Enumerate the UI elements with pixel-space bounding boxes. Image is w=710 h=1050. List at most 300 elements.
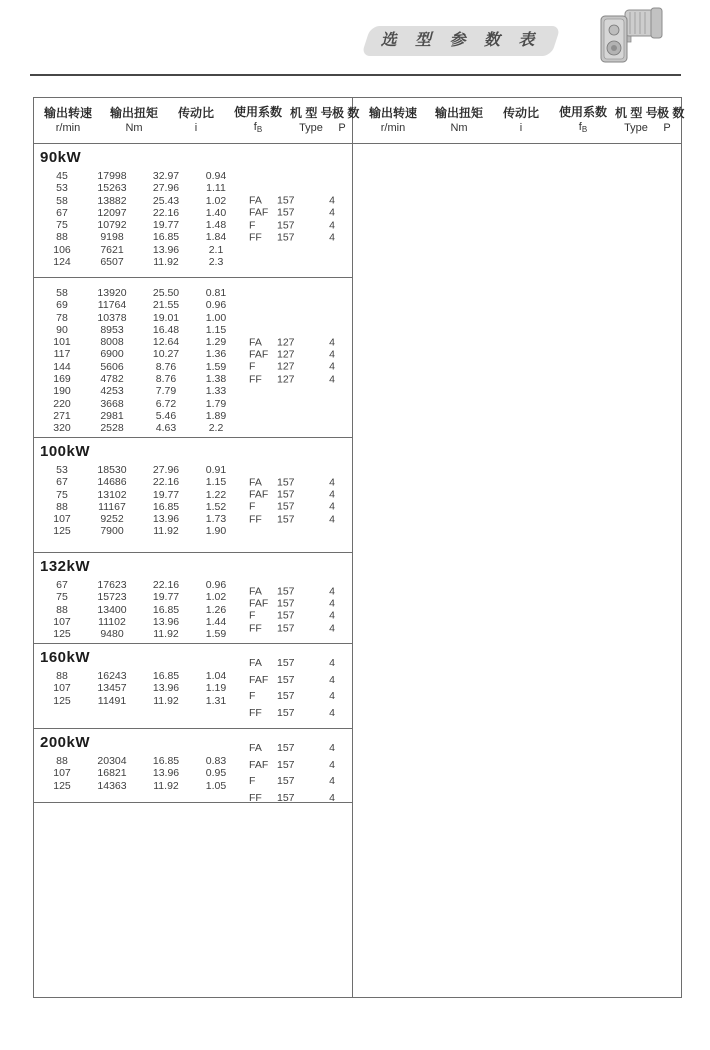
ratio-cell: 13.96	[152, 243, 180, 256]
section-title: 160kW	[40, 649, 91, 666]
model-cell: FAF	[249, 488, 269, 501]
torque-cell: 2528	[100, 422, 124, 435]
poles-cell: 4	[329, 622, 335, 635]
model-cell: FAF	[249, 597, 269, 610]
poles-cell: 4	[329, 219, 335, 232]
ratio-cell: 16.48	[152, 323, 180, 336]
size-cell: 157	[277, 488, 295, 501]
model-cell: F	[249, 690, 256, 703]
size-cell: 127	[277, 360, 295, 373]
parameter-tables	[33, 97, 685, 998]
speed-cell: 67	[56, 579, 68, 591]
size-cell: 157	[277, 206, 295, 219]
data-rows	[34, 670, 234, 707]
type-row	[249, 610, 338, 622]
section-content	[34, 170, 352, 268]
torque-cell: 11102	[98, 615, 126, 628]
model-cell: FA	[249, 336, 262, 349]
speed-cell: 144	[53, 360, 71, 373]
speed-cell: 45	[56, 170, 68, 182]
speed-cell: 190	[53, 385, 71, 398]
size-cell: 157	[277, 597, 295, 610]
type-row	[249, 476, 338, 488]
factor-cell: 1.31	[205, 694, 227, 707]
table-row	[34, 501, 234, 513]
poles-cell: 4	[329, 609, 335, 622]
factor-cell: 2.3	[208, 256, 224, 269]
torque-cell: 10378	[97, 311, 127, 324]
col-header-torque	[427, 106, 491, 135]
size-cell: 157	[277, 775, 295, 788]
speed-cell: 58	[56, 287, 68, 299]
table-row	[34, 579, 234, 591]
col-header-poles-en: P	[338, 122, 346, 134]
speed-cell: 106	[53, 243, 71, 256]
table-row	[34, 422, 234, 434]
section-title: 100kW	[40, 443, 91, 460]
col-header-ratio	[491, 106, 551, 135]
speed-cell: 125	[53, 525, 71, 538]
poles-cell: 4	[329, 690, 335, 703]
page-title: 选 型 参 数 表	[380, 32, 542, 49]
type-row	[249, 672, 338, 689]
table-row	[34, 398, 234, 410]
col-header-factor	[551, 105, 615, 137]
section-90kw-157	[34, 144, 352, 278]
model-cell: FA	[249, 742, 262, 755]
torque-cell: 15723	[97, 591, 127, 604]
table-row	[34, 410, 234, 422]
col-header-factor-cn: 使用系数	[558, 104, 607, 119]
section-content	[34, 287, 352, 435]
factor-cell: 1.33	[205, 385, 227, 398]
col-header-poles-cn: 极 数	[657, 106, 685, 120]
ratio-cell: 4.63	[155, 422, 177, 435]
col-header-type	[615, 106, 657, 135]
type-row	[249, 336, 338, 348]
speed-cell: 88	[56, 755, 68, 767]
col-header-ratio-en: i	[519, 122, 523, 134]
ratio-cell: 11.92	[153, 779, 179, 792]
ratio-cell: 22.16	[152, 476, 180, 489]
torque-cell: 13400	[97, 603, 127, 616]
torque-cell: 6900	[100, 348, 124, 361]
speed-cell: 90	[56, 323, 68, 336]
ratio-cell: 11.92	[153, 628, 179, 641]
ratio-cell: 11.92	[153, 256, 179, 269]
header-divider	[30, 74, 681, 76]
poles-cell: 4	[329, 791, 335, 804]
type-row	[249, 231, 338, 243]
speed-cell: 78	[56, 311, 68, 324]
speed-cell: 107	[53, 682, 71, 695]
section-title: 90kW	[40, 149, 82, 166]
size-cell: 157	[277, 706, 295, 719]
factor-cell: 1.29	[205, 336, 227, 349]
table-row	[34, 244, 234, 256]
table-row	[34, 312, 234, 324]
torque-cell: 11167	[98, 500, 126, 513]
table-row	[34, 324, 234, 336]
torque-cell: 17998	[97, 170, 127, 182]
speed-cell: 125	[53, 694, 71, 707]
torque-cell: 16243	[97, 670, 127, 682]
col-header-torque-cn: 输出扭矩	[434, 106, 483, 120]
col-header-speed	[359, 106, 427, 135]
column-header-row	[353, 98, 685, 144]
speed-cell: 107	[53, 615, 71, 628]
parameter-table-left	[34, 98, 360, 997]
table-row	[34, 373, 234, 385]
section-200kw	[34, 729, 352, 803]
col-header-poles	[332, 106, 360, 135]
gear-motor-image	[593, 4, 665, 68]
speed-cell: 107	[53, 513, 71, 526]
torque-cell: 17623	[97, 579, 127, 591]
col-header-factor-en: fB	[253, 120, 263, 134]
factor-cell: 1.84	[205, 231, 227, 244]
torque-cell: 9480	[100, 628, 124, 641]
table-row	[34, 336, 234, 348]
section-132kw	[34, 553, 352, 644]
col-header-torque-en: Nm	[125, 122, 143, 134]
torque-cell: 2981	[100, 409, 124, 422]
table-row	[34, 670, 234, 682]
torque-cell: 5606	[100, 360, 124, 373]
col-header-ratio	[166, 106, 226, 135]
col-header-speed	[34, 106, 102, 135]
table-row	[34, 256, 234, 268]
factor-cell: 1.90	[205, 525, 227, 538]
col-header-type-en: Type	[624, 122, 648, 134]
factor-cell: 1.02	[205, 194, 227, 207]
speed-cell: 75	[56, 591, 68, 604]
col-header-ratio-cn: 传动比	[502, 106, 539, 120]
factor-cell: 1.00	[205, 311, 227, 324]
table-row	[34, 604, 234, 616]
col-header-poles-en: P	[663, 122, 671, 134]
section-content	[34, 464, 352, 538]
factor-cell: 1.04	[205, 670, 227, 682]
poles-cell: 4	[329, 476, 335, 489]
model-cell: FF	[249, 231, 262, 244]
torque-cell: 6507	[100, 256, 124, 269]
page-title-banner	[361, 26, 561, 56]
type-row	[249, 597, 338, 609]
col-header-speed-cn: 输出转速	[43, 106, 92, 120]
speed-cell: 75	[56, 488, 68, 501]
type-row	[249, 219, 338, 231]
size-cell: 157	[277, 742, 295, 755]
col-header-ratio-cn: 传动比	[177, 106, 214, 120]
model-cell: FA	[249, 657, 262, 670]
torque-cell: 9252	[100, 513, 124, 526]
type-column	[249, 195, 338, 244]
ratio-cell: 8.76	[155, 360, 177, 373]
data-rows	[34, 579, 234, 640]
model-cell: FF	[249, 513, 262, 526]
table-row	[34, 476, 234, 488]
factor-cell: 1.15	[205, 476, 227, 489]
size-cell: 127	[277, 348, 295, 361]
factor-cell: 0.81	[205, 287, 227, 299]
model-cell: FA	[249, 194, 262, 207]
size-cell: 157	[277, 194, 295, 207]
speed-cell: 124	[53, 256, 71, 269]
table-row	[34, 513, 234, 525]
col-header-type-cn: 机 型 号	[615, 106, 658, 120]
model-cell: F	[249, 500, 256, 513]
type-row	[249, 757, 338, 774]
speed-cell: 320	[53, 422, 71, 435]
poles-cell: 4	[329, 206, 335, 219]
col-header-speed-cn: 输出转速	[368, 106, 417, 120]
torque-cell: 20304	[97, 755, 127, 767]
section-title: 132kW	[40, 558, 91, 575]
table-row	[34, 287, 234, 299]
size-cell: 157	[277, 219, 295, 232]
speed-cell: 69	[56, 299, 68, 312]
ratio-cell: 16.85	[152, 500, 180, 513]
ratio-cell: 27.96	[152, 464, 180, 476]
type-column	[249, 740, 338, 806]
size-cell: 157	[277, 622, 295, 635]
table-row	[34, 489, 234, 501]
size-cell: 157	[277, 791, 295, 804]
model-cell: FAF	[249, 348, 269, 361]
speed-cell: 125	[53, 779, 71, 792]
ratio-cell: 19.77	[152, 488, 180, 501]
factor-cell: 1.89	[205, 409, 227, 422]
poles-cell: 4	[329, 775, 335, 788]
factor-cell: 0.91	[205, 464, 227, 476]
table-row	[34, 348, 234, 360]
speed-cell: 67	[56, 206, 68, 219]
size-cell: 157	[277, 231, 295, 244]
size-cell: 157	[277, 500, 295, 513]
col-header-poles-cn: 极 数	[332, 106, 360, 120]
size-cell: 157	[277, 657, 295, 670]
factor-cell: 2.2	[208, 422, 224, 435]
type-row	[249, 705, 338, 722]
table-row	[34, 182, 234, 194]
model-cell: FF	[249, 706, 262, 719]
type-row	[249, 513, 338, 525]
data-rows	[34, 287, 234, 435]
model-cell: FAF	[249, 206, 269, 219]
poles-cell: 4	[329, 673, 335, 686]
table-row	[34, 464, 234, 476]
poles-cell: 4	[329, 336, 335, 349]
model-cell: FF	[249, 373, 262, 386]
factor-cell: 1.40	[205, 206, 227, 219]
size-cell: 127	[277, 336, 295, 349]
ratio-cell: 27.96	[152, 182, 180, 195]
ratio-cell: 16.85	[152, 755, 180, 767]
factor-cell: 1.44	[205, 615, 227, 628]
factor-cell: 1.26	[205, 603, 227, 616]
col-header-speed-en: r/min	[55, 122, 81, 134]
torque-cell: 4782	[100, 373, 124, 386]
torque-cell: 8953	[100, 323, 124, 336]
poles-cell: 4	[329, 360, 335, 373]
model-cell: F	[249, 219, 256, 232]
torque-cell: 3668	[100, 397, 124, 410]
model-cell: F	[249, 360, 256, 373]
speed-cell: 88	[56, 231, 68, 244]
table-row	[34, 207, 234, 219]
factor-cell: 1.38	[205, 373, 227, 386]
table-row	[34, 780, 234, 792]
torque-cell: 4253	[100, 385, 124, 398]
data-rows	[34, 464, 234, 538]
table-row	[34, 525, 234, 537]
factor-cell: 1.36	[205, 348, 227, 361]
factor-cell: 1.19	[205, 682, 227, 695]
factor-cell: 1.05	[205, 779, 227, 792]
poles-cell: 4	[329, 758, 335, 771]
speed-cell: 75	[56, 219, 68, 232]
table-row	[34, 616, 234, 628]
type-row	[249, 373, 338, 385]
model-cell: FA	[249, 585, 262, 598]
poles-cell: 4	[329, 585, 335, 598]
speed-cell: 169	[53, 373, 71, 386]
col-header-ratio-en: i	[194, 122, 198, 134]
speed-cell: 58	[56, 194, 68, 207]
torque-cell: 11491	[97, 694, 127, 707]
poles-cell: 4	[329, 513, 335, 526]
size-cell: 127	[277, 373, 295, 386]
poles-cell: 4	[329, 500, 335, 513]
speed-cell: 107	[53, 767, 71, 780]
factor-cell: 1.52	[205, 500, 227, 513]
factor-cell: 0.83	[205, 755, 227, 767]
factor-cell: 1.11	[206, 182, 226, 195]
col-header-type-en: Type	[299, 122, 323, 134]
table-body-right	[353, 144, 681, 997]
ratio-cell: 19.77	[152, 591, 180, 604]
size-cell: 157	[277, 585, 295, 598]
torque-cell: 11764	[97, 299, 127, 312]
factor-cell: 1.22	[205, 488, 227, 501]
ratio-cell: 11.92	[153, 694, 179, 707]
size-cell: 157	[277, 609, 295, 622]
ratio-cell: 16.85	[152, 670, 180, 682]
size-cell: 157	[277, 476, 295, 489]
poles-cell: 4	[329, 706, 335, 719]
torque-cell: 9198	[100, 231, 124, 244]
ratio-cell: 21.55	[152, 299, 180, 312]
factor-cell: 1.15	[205, 323, 227, 336]
column-header-row	[34, 98, 360, 144]
size-cell: 157	[277, 673, 295, 686]
col-header-type	[290, 106, 332, 135]
torque-cell: 8008	[100, 336, 124, 349]
speed-cell: 101	[53, 336, 71, 349]
type-row	[249, 361, 338, 373]
ratio-cell: 16.85	[152, 231, 180, 244]
type-column	[249, 476, 338, 525]
poles-cell: 4	[329, 488, 335, 501]
table-row	[34, 591, 234, 603]
model-cell: FF	[249, 622, 262, 635]
table-body-left	[34, 144, 352, 997]
torque-cell: 12097	[97, 206, 127, 219]
poles-cell: 4	[329, 373, 335, 386]
torque-cell: 10792	[97, 219, 127, 232]
table-row	[34, 767, 234, 779]
torque-cell: 7621	[100, 243, 124, 256]
model-cell: F	[249, 609, 256, 622]
col-header-factor	[226, 105, 290, 137]
type-row	[249, 348, 338, 360]
factor-cell: 1.59	[205, 628, 227, 641]
model-cell: FAF	[249, 758, 269, 771]
type-row	[249, 489, 338, 501]
ratio-cell: 16.85	[152, 603, 180, 616]
factor-cell: 0.96	[205, 299, 227, 312]
type-row	[249, 655, 338, 672]
empty-area	[34, 803, 352, 997]
speed-cell: 88	[56, 603, 68, 616]
ratio-cell: 19.01	[152, 311, 180, 324]
table-row	[34, 361, 234, 373]
torque-cell: 7900	[100, 525, 124, 538]
type-row	[249, 585, 338, 597]
size-cell: 157	[277, 758, 295, 771]
ratio-cell: 6.72	[155, 397, 177, 410]
type-row	[249, 501, 338, 513]
table-row	[34, 299, 234, 311]
type-column	[249, 655, 338, 721]
speed-cell: 220	[53, 397, 71, 410]
factor-cell: 1.73	[205, 513, 227, 526]
factor-cell: 0.95	[205, 767, 227, 780]
torque-cell: 14363	[97, 779, 127, 792]
table-row	[34, 219, 234, 231]
ratio-cell: 10.27	[152, 348, 180, 361]
factor-cell: 0.94	[205, 170, 227, 182]
model-cell: F	[249, 775, 256, 788]
speed-cell: 88	[56, 500, 68, 513]
type-row	[249, 688, 338, 705]
torque-cell: 16821	[97, 767, 127, 780]
size-cell: 157	[277, 513, 295, 526]
col-header-torque-cn: 输出扭矩	[109, 106, 158, 120]
table-row	[34, 695, 234, 707]
section-90kw-127	[34, 278, 352, 438]
col-header-factor-cn: 使用系数	[233, 104, 282, 119]
torque-cell: 13920	[97, 287, 127, 299]
type-column	[249, 585, 338, 634]
ratio-cell: 13.96	[152, 767, 180, 780]
ratio-cell: 32.97	[152, 170, 180, 182]
table-row	[34, 170, 234, 182]
poles-cell: 4	[329, 597, 335, 610]
col-header-speed-en: r/min	[380, 122, 406, 134]
factor-cell: 2.1	[208, 243, 224, 256]
factor-cell: 1.79	[205, 397, 227, 410]
speed-cell: 271	[53, 409, 71, 422]
poles-cell: 4	[329, 194, 335, 207]
speed-cell: 117	[53, 348, 71, 361]
col-header-factor-en: fB	[578, 120, 588, 134]
col-header-torque-en: Nm	[450, 122, 468, 134]
section-content	[34, 579, 352, 640]
model-cell: FF	[249, 791, 262, 804]
ratio-cell: 22.16	[152, 579, 180, 591]
